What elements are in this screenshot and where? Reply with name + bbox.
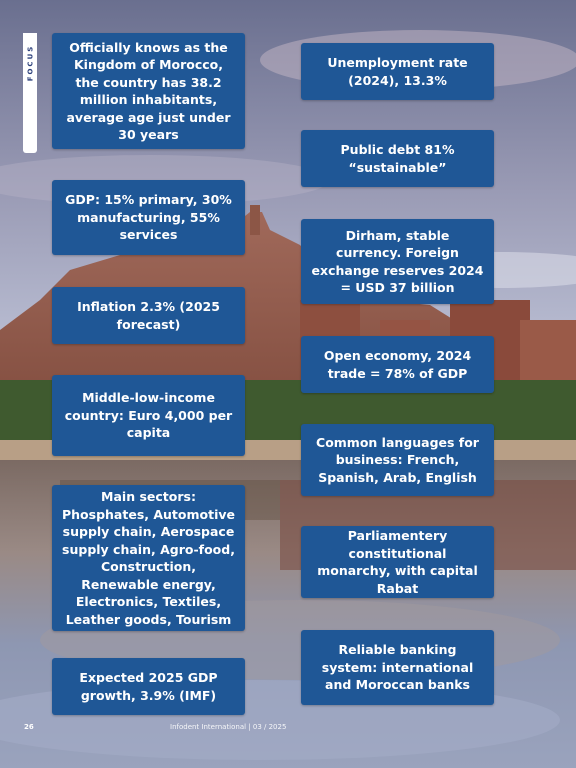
section-label <box>24 38 36 88</box>
fact-languages-text: Common languages for business: French, Spanish, Arab, English <box>316 434 479 485</box>
fact-unemployment <box>301 43 494 100</box>
fact-sectors <box>52 485 245 631</box>
fact-currency <box>301 219 494 304</box>
fact-gdp <box>52 180 245 255</box>
fact-government-text: Parliamentery constitutional monarchy, with capital Rabat <box>317 528 478 596</box>
fact-growth-text: Expected 2025 GDP growth, 3.9% (IMF) <box>79 670 218 703</box>
fact-trade <box>301 336 494 393</box>
fact-debt <box>301 130 494 187</box>
fact-gdp-text: GDP: 15% primary, 30% manufacturing, 55% services <box>65 192 232 243</box>
fact-inflation <box>52 287 245 344</box>
fact-income <box>52 375 245 456</box>
page-footer <box>0 720 576 736</box>
focus-label-text: FOCUS <box>26 44 35 82</box>
fact-trade-text: Open economy, 2024 trade = 78% of GDP <box>323 348 472 381</box>
fact-inflation-text: Inflation 2.3% (2025 forecast) <box>77 299 220 332</box>
fact-currency-text: Dirham, stable currency. Foreign exchange reserves 2024 = USD 37 billion <box>311 227 484 295</box>
fact-unemployment-text: Unemployment rate (2024), 13.3% <box>327 55 468 88</box>
fact-banking <box>301 630 494 705</box>
fact-banking-text: Reliable banking system: international and Moroccan banks <box>321 642 474 693</box>
fact-income-text: Middle-low-income country: Euro 4,000 per capita <box>64 390 233 441</box>
fact-population <box>52 33 245 149</box>
fact-languages <box>301 424 494 496</box>
fact-sectors-text: Main sectors: Phosphates, Automotive supply chain, Aerospace supply chain, Agro-food, Construction, Renewable energy, Electronics, Textiles, Leather goods, Tourism <box>62 489 235 627</box>
fact-debt-text: Public debt 81% “sustainable” <box>340 142 455 175</box>
fact-government <box>301 526 494 598</box>
fact-growth <box>52 658 245 715</box>
fact-population-text: Officially knows as the Kingdom of Morocco, the country has 38.2 million inhabitants, average age just under 30 years <box>66 39 231 142</box>
publication-info: Infodent International | 03 / 2025 <box>170 723 287 731</box>
page-number: 26 <box>24 723 34 731</box>
